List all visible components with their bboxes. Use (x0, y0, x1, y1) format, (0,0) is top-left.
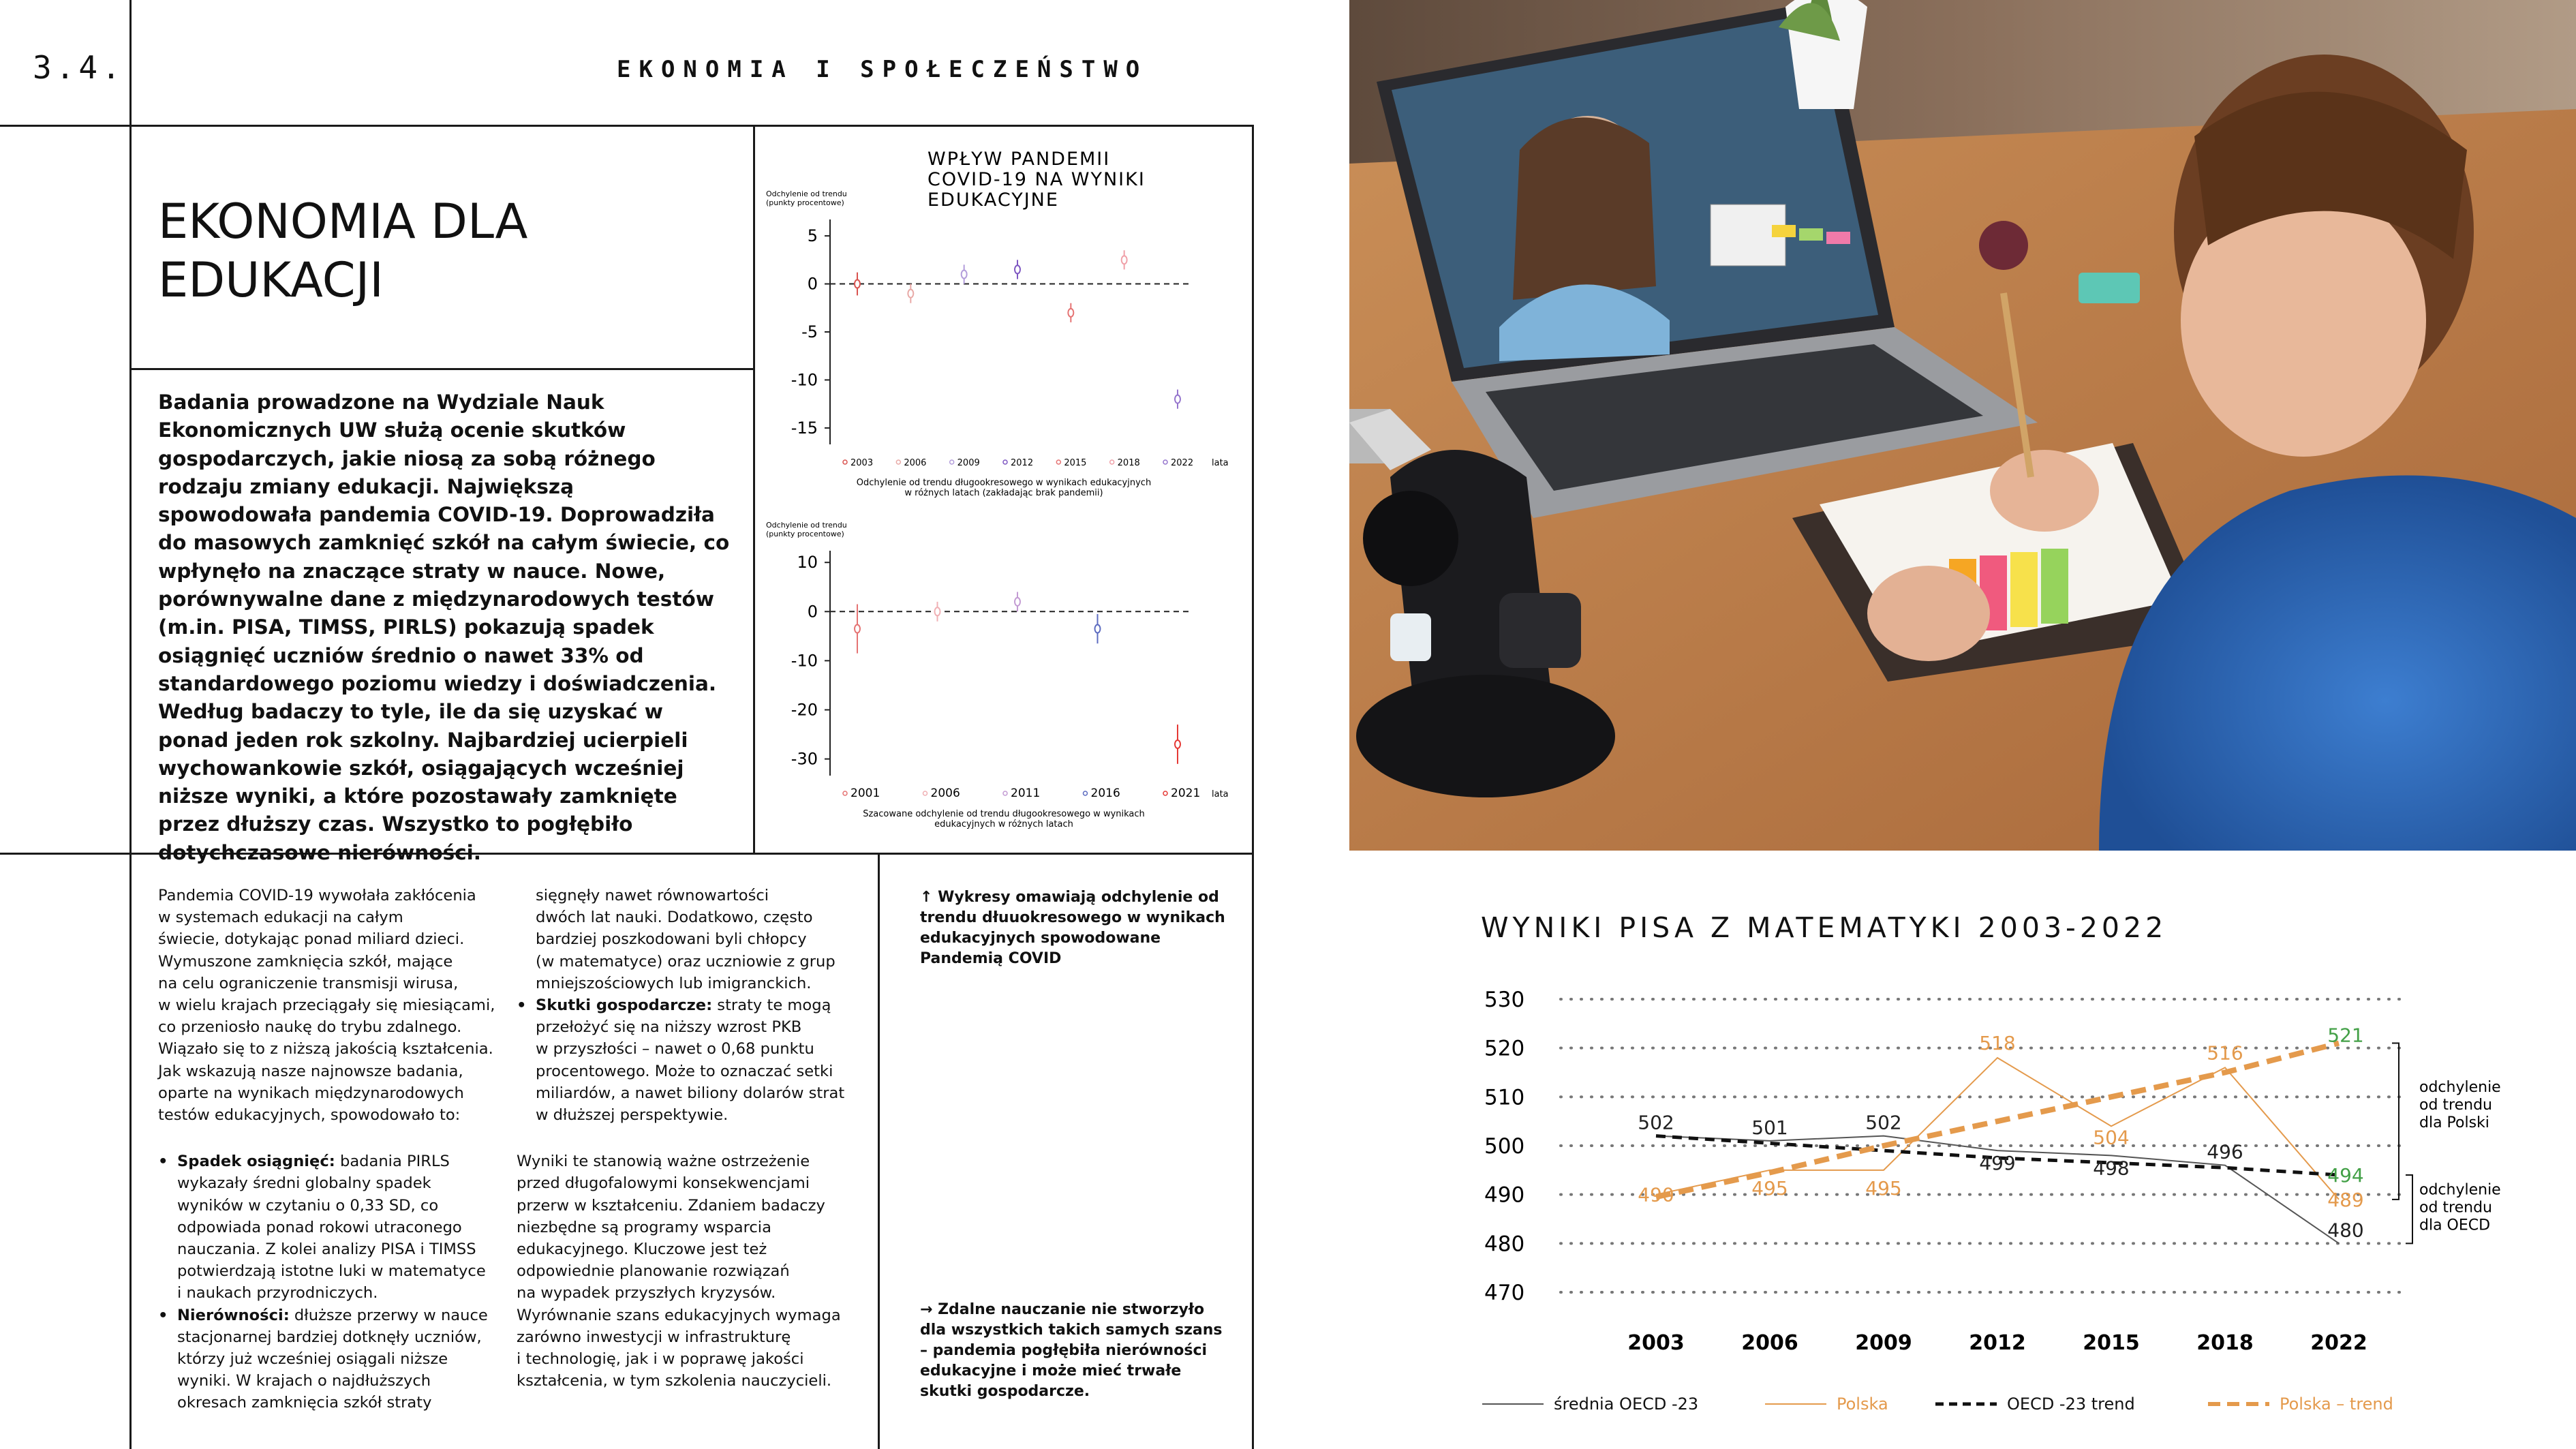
chart2-point (1095, 625, 1101, 633)
chart2-ytick-label: 0 (807, 602, 818, 622)
pisa-oecd-label: 502 (1865, 1111, 1902, 1134)
chart2-xlabel: Szacowane odchylenie od trendu długookresowego w wynikach (863, 809, 1145, 819)
chart1-ylabel: Odchylenie od trendu (766, 189, 847, 198)
pisa-oecd-label: 501 (1751, 1116, 1788, 1139)
body-paragraph-2: sięgnęły nawet równowartości dwóch lat nauki. Dodatkowo, często bardziej poszkodowani byli chłopcy (w matematyce) oraz uczniowie z grup mniejszościowych lub imigranckich. (536, 887, 835, 992)
chart1-point (1015, 265, 1020, 273)
body-column-2 (517, 885, 871, 1392)
bullet-decline-label: Spadek osiągnięć: (177, 1153, 335, 1171)
pisa-oecd-label: 502 (1638, 1111, 1674, 1134)
chart2-legend-marker (1084, 791, 1088, 795)
bullet-economic (517, 994, 871, 1126)
chart2-legend-marker (1003, 791, 1007, 795)
pisa-polska-label: 516 (2207, 1041, 2243, 1065)
pisa-polska-label: 489 (2327, 1188, 2364, 1211)
chart1-legend-marker (1056, 460, 1060, 464)
chart1-ytick-label: -15 (791, 418, 818, 438)
pisa-bracket-oecd (2406, 1175, 2412, 1243)
chart2-ylabel: Odchylenie od trendu (766, 521, 847, 530)
chart2-ytick-label: -30 (791, 749, 818, 769)
chart2-point (935, 607, 940, 615)
chart2-category-label: 2006 (930, 787, 960, 800)
photo-illustration (1349, 0, 2576, 851)
chart1-category-label: 2018 (1117, 458, 1140, 468)
chart2-point (1175, 740, 1180, 748)
chart1-xlabel: w różnych latach (zakładając brak pandemii) (904, 488, 1103, 498)
pisa-ytick-label: 500 (1484, 1134, 1525, 1159)
chart1-legend-marker (950, 460, 954, 464)
bullet-list-2 (517, 994, 871, 1126)
pisa-legend-label: OECD -23 trend (2007, 1394, 2135, 1414)
chart2-category-label: 2021 (1171, 787, 1201, 800)
bullet-list-1 (158, 1150, 512, 1414)
chart1-legend-marker (843, 460, 847, 464)
chart2-ylabel: (punkty procentowe) (766, 530, 844, 538)
chart1-point (1068, 309, 1073, 317)
pisa-legend-label: średnia OECD -23 (1554, 1394, 1699, 1414)
bullet-economic-label: Skutki gospodarcze: (536, 996, 713, 1015)
chart1-point (855, 280, 860, 288)
pisa-bracket-polska (2392, 1043, 2399, 1200)
pisa-ytick-label: 520 (1484, 1036, 1525, 1061)
chart1-title-line2: COVID-19 NA WYNIKI (927, 169, 1146, 190)
chart1-category-label: 2022 (1171, 458, 1194, 468)
pisa-legend-label: Polska (1837, 1394, 1888, 1414)
divider-h-title (129, 368, 754, 370)
pisa-annotation-polska: od trendu (2419, 1097, 2492, 1114)
chart1-legend-marker (1003, 460, 1007, 464)
chart2-plot (766, 521, 1229, 829)
chart1-legend-marker (1110, 460, 1114, 464)
chart1-ytick-label: 0 (807, 274, 818, 294)
chart1-point (908, 290, 913, 298)
pisa-oecd-label: 498 (2093, 1157, 2130, 1180)
chart2-category-label: 2016 (1090, 787, 1120, 800)
divider-v-notes (878, 853, 880, 1449)
pisa-ytick-label: 470 (1484, 1281, 1525, 1305)
pisa-plot (1482, 988, 2501, 1414)
chart1-point (1122, 256, 1127, 264)
pisa-xtick-label: 2015 (2083, 1331, 2140, 1355)
chart1-ytick-label: -5 (801, 322, 818, 341)
chart1-x-unit: lata (1212, 458, 1229, 468)
note-remote-learning: → Zdalne nauczanie nie stworzyło dla wszystkich takich samych szans – pandemia pogłębiła nierówności edukacyjne i może mieć trwałe skutki gospodarcze. (920, 1301, 1223, 1400)
body-paragraph-3: Wyniki te stanowią ważne ostrzeżenie przed długofalowymi konsekwencjami przerw w kształceniu. Zdaniem badaczy niezbędne są programy wsparcia edukacyjnego. Kluczowe jest też odpowiednie planowanie rozwiązań na wypadek przyszłych kryzysów. Wyrównanie szans edukacyjnych wymaga zarówno inwestycji w infrastrukturę i technologię, jak i w poprawę jakości kształcenia, w tym szkolenia nauczycieli. (517, 1153, 841, 1390)
pisa-polska-label: 495 (1865, 1176, 1902, 1200)
pisa-polska-label: 518 (1979, 1032, 2016, 1054)
pisa-oecd-label: 496 (2207, 1140, 2243, 1163)
chart1-legend-marker (896, 460, 900, 464)
pisa-annotation-polska: dla Polski (2419, 1114, 2489, 1132)
bullet-inequality-label: Nierówności: (177, 1306, 290, 1324)
chart2-category-label: 2011 (1011, 787, 1041, 800)
bullet-inequality (158, 1305, 512, 1414)
chart1-category-label: 2015 (1064, 458, 1087, 468)
pisa-xtick-label: 2012 (1969, 1331, 2026, 1355)
pisa-polska-label: 504 (2093, 1126, 2130, 1149)
chart2-xlabel: edukacyjnych w różnych latach (934, 819, 1073, 829)
chart2-point (1015, 598, 1020, 606)
body-column-1 (158, 885, 512, 1414)
pisa-chart-title: WYNIKI PISA Z MATEMATYKI 2003-2022 (1481, 911, 2168, 944)
pisa-ytick-label: 490 (1484, 1183, 1525, 1208)
chart1-ylabel: (punkty procentowe) (766, 198, 844, 207)
pisa-oecd-trend-end-label: 494 (2327, 1164, 2364, 1187)
pisa-oecd-label: 499 (1979, 1152, 2016, 1175)
pisa-xtick-label: 2009 (1855, 1331, 1912, 1355)
chart1-legend-marker (1163, 460, 1167, 464)
pisa-chart (1472, 968, 2576, 1445)
article-title-line1: EKONOMIA DLA (158, 194, 528, 249)
bullet-decline (158, 1150, 512, 1304)
chart2-legend-marker (843, 791, 847, 795)
chart1-xlabel: Odchylenie od trendu długookresowego w wynikach edukacyjnych (856, 478, 1152, 488)
article-intro: Badania prowadzone na Wydziale Nauk Ekonomicznych UW służą ocenie skutków gospodarczych, jakie niosą za sobą różnego rodzaju zmiany edukacji. Największą spowodowała pandemia COVID-19. Doprowadziła do masowych zamknięć szkół na całym świecie, co wpłynęło na znaczące straty w nauce. Nowe, porównywalne dane z międzynarodowych testów (m.in. PISA, TIMSS, PIRLS) pokazują spadek osiągnięć uczniów średnio o nawet 33% od standardowego poziomu wiedzy i doświadczenia. Według badaczy to tyle, ile da się uzyskać w ponad jeden rok szkolny. Najbardziej ucierpieli wychowankowie szkół, osiągających wcześniej niższe wyniki, a które pozostawały zamknięte przez dłuższy czas. Wszystko to pogłębiło dotychczasowe nierówności. (158, 391, 730, 864)
pisa-xtick-label: 2003 (1627, 1331, 1685, 1355)
pisa-polska-trend-end-label: 521 (2327, 1024, 2364, 1047)
article-title-line2: EDUKACJI (158, 252, 384, 308)
pisa-xtick-label: 2022 (2310, 1331, 2367, 1355)
pisa-ytick-label: 480 (1484, 1232, 1525, 1257)
photo-child-online-lesson (1349, 0, 2576, 851)
chart1-category-label: 2009 (957, 458, 980, 468)
chart2-ytick-label: 10 (797, 553, 818, 573)
pisa-xtick-label: 2006 (1741, 1331, 1798, 1355)
chart2-point (855, 625, 860, 633)
chart1-ytick-label: 5 (807, 226, 818, 246)
chart1-category-label: 2003 (850, 458, 874, 468)
chart2-x-unit: lata (1212, 789, 1229, 799)
chart1-plot (766, 189, 1229, 498)
chart2-legend-marker (1163, 791, 1167, 795)
chart2-legend-marker (923, 791, 927, 795)
bullet-inequality-text: dłuższe przerwy w nauce stacjonarnej bardziej dotknęły uczniów, którzy już wcześniej osiągali niższe wyniki. W krajach o najdłuższych okresach zamknięcia szkół straty (177, 1306, 488, 1412)
pisa-polska-label: 495 (1751, 1176, 1788, 1200)
article-title (158, 192, 717, 309)
pisa-legend-label: Polska – trend (2280, 1394, 2393, 1414)
pisa-ytick-label: 510 (1484, 1085, 1525, 1110)
pisa-ytick-label: 530 (1484, 988, 1525, 1012)
bullet-economic-text: straty te mogą przełożyć się na niższy wzrost PKB w przyszłości – nawet o 0,68 punktu procentowego. Może to oznaczać setki miliardów, a nawet biliony dolarów strat w dłuższej perspektywie. (536, 996, 845, 1125)
pisa-annotation-oecd: dla OECD (2419, 1217, 2491, 1234)
section-title: EKONOMIA I SPOŁECZEŃSTWO (617, 56, 1148, 83)
divider-v-right (1252, 125, 1254, 1449)
pisa-xtick-label: 2018 (2196, 1331, 2254, 1355)
section-number: 3.4. (33, 49, 125, 86)
chart2-category-label: 2001 (850, 787, 880, 800)
bullet-decline-text: badania PIRLS wykazały średni globalny spadek wyników w czytaniu o 0,33 SD, co odpowiada ponad rokowi utraconego nauczania. Z kolei analizy PISA i TIMSS potwierdzają istotne luki w matematyce i naukach przyrodniczych. (177, 1153, 486, 1302)
covid-impact-charts (755, 127, 1252, 853)
chart1-title-line1: WPŁYW PANDEMII (927, 149, 1111, 170)
note-charts: ↑ Wykresy omawiają odchylenie od trendu dłuuokresowego w wynikach edukacyjnych spowodowane Pandemią COVID (920, 889, 1225, 967)
chart1-point (1175, 395, 1180, 403)
chart1-point (962, 270, 967, 278)
pisa-oecd-label: 480 (2327, 1219, 2364, 1242)
chart1-category-label: 2012 (1011, 458, 1034, 468)
pisa-polska-label: 490 (1638, 1183, 1674, 1206)
chart2-ytick-label: -10 (791, 651, 818, 671)
pisa-annotation-polska: odchylenie (2419, 1079, 2501, 1097)
body-paragraph-1: Pandemia COVID-19 wywołała zakłócenia w systemach edukacji na całym świecie, dotykając ponad miliard dzieci. Wymuszone zamknięcia szkół, mające na celu ograniczenie transmisji wirusa, w wielu krajach przeciągały się miesiącami, co przeniosło naukę do trybu zdalnego. Wiązało się to z niższą jakością kształcenia. Jak wskazują nasze najnowsze badania, oparte na wynikach międzynarodowych testów edukacyjnych, spowodowało to: (158, 887, 495, 1125)
pisa-annotation-oecd: odchylenie (2419, 1181, 2501, 1199)
chart1-ytick-label: -10 (791, 370, 818, 390)
divider-v-left (129, 0, 132, 1449)
chart2-ytick-label: -20 (791, 700, 818, 720)
pisa-annotation-oecd: od trendu (2419, 1199, 2492, 1217)
chart1-category-label: 2006 (904, 458, 927, 468)
chart1-title-line3: EDUKACYJNE (927, 189, 1059, 211)
